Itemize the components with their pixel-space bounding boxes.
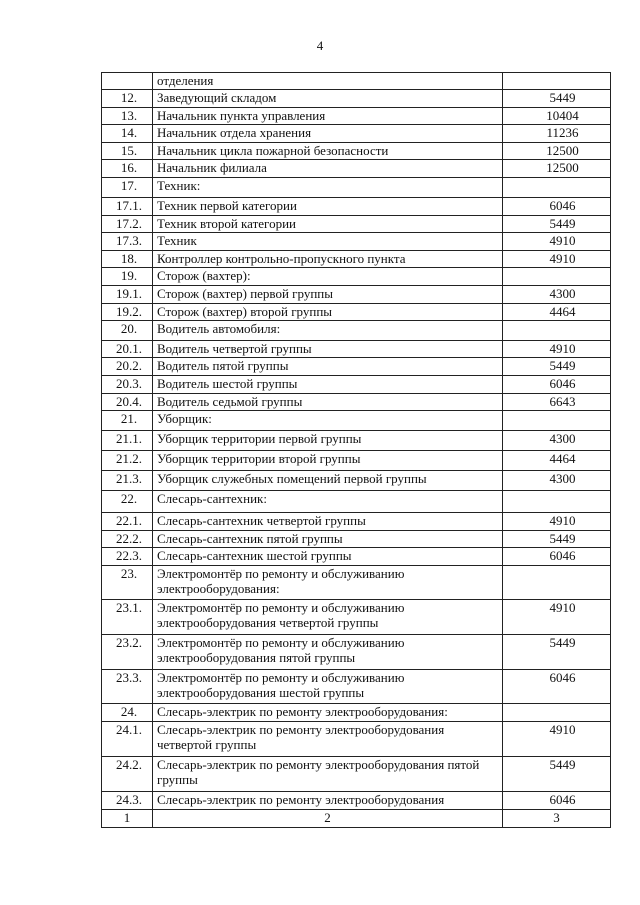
salary-value <box>503 304 611 321</box>
row-number: 18. <box>102 251 153 268</box>
salary-value <box>503 90 611 108</box>
table-row <box>102 566 611 600</box>
table-row <box>102 491 611 513</box>
salary-value-text: 4910 <box>549 233 576 248</box>
row-number: 24.2. <box>102 757 153 792</box>
salary-value-text: 6046 <box>549 548 576 563</box>
position-name: Электромонтёр по ремонту и обслуживанию электрооборудования четвертой группы <box>153 600 503 635</box>
row-number <box>102 73 153 90</box>
salary-value <box>503 411 611 431</box>
salary-value <box>503 358 611 376</box>
table-row <box>102 251 611 268</box>
salary-value-text: 6643 <box>549 394 576 409</box>
table-row <box>102 548 611 566</box>
position-name: Начальник пункта управления <box>153 108 503 125</box>
salary-value <box>503 73 611 90</box>
position-name: Водитель седьмой группы <box>153 394 503 411</box>
salary-value-text: 5449 <box>549 531 576 546</box>
row-number: 13. <box>102 108 153 125</box>
table-row <box>102 431 611 451</box>
table-row <box>102 792 611 810</box>
salary-value <box>503 233 611 251</box>
position-name: Техник <box>153 233 503 251</box>
position-name: Техник второй категории <box>153 216 503 233</box>
column-number-1: 1 <box>102 810 153 828</box>
salary-value-text: 6046 <box>549 198 576 213</box>
row-number: 23. <box>102 566 153 600</box>
salary-value-text: 5449 <box>549 358 576 373</box>
table-body <box>102 73 611 810</box>
salary-value-text: 10404 <box>546 108 579 123</box>
table-row <box>102 635 611 670</box>
table-row <box>102 125 611 143</box>
salary-value <box>503 635 611 670</box>
table-row <box>102 160 611 178</box>
position-name: Водитель шестой группы <box>153 376 503 394</box>
salary-value-text: 5449 <box>549 216 576 231</box>
position-name: Слесарь-электрик по ремонту электрооборудования пятой группы <box>153 757 503 792</box>
salary-value <box>503 670 611 704</box>
row-number: 15. <box>102 143 153 160</box>
position-name: Начальник цикла пожарной безопасности <box>153 143 503 160</box>
salary-value <box>503 268 611 286</box>
salary-value <box>503 491 611 513</box>
salary-value-text: 4910 <box>549 722 576 737</box>
salary-value <box>503 513 611 531</box>
page-number: 4 <box>316 38 324 53</box>
salary-value <box>503 566 611 600</box>
salary-value-text: 4910 <box>549 251 576 266</box>
row-number: 22.3. <box>102 548 153 566</box>
table-row <box>102 670 611 704</box>
row-number: 21.3. <box>102 471 153 491</box>
table-row <box>102 268 611 286</box>
position-name: Начальник отдела хранения <box>153 125 503 143</box>
salary-table <box>101 72 611 828</box>
table-row <box>102 704 611 722</box>
salary-value <box>503 451 611 471</box>
position-name: Электромонтёр по ремонту и обслуживанию электрооборудования шестой группы <box>153 670 503 704</box>
table-row <box>102 286 611 304</box>
position-name: Сторож (вахтер): <box>153 268 503 286</box>
salary-value <box>503 394 611 411</box>
salary-value <box>503 792 611 810</box>
row-number: 21.2. <box>102 451 153 471</box>
salary-value-text: 4910 <box>549 600 576 615</box>
position-name: Уборщик: <box>153 411 503 431</box>
salary-value <box>503 160 611 178</box>
position-name: Слесарь-сантехник четвертой группы <box>153 513 503 531</box>
salary-value <box>503 178 611 198</box>
row-number: 22. <box>102 491 153 513</box>
column-number-3: 3 <box>503 810 611 828</box>
salary-value-text: 12500 <box>546 160 579 175</box>
salary-value-text: 6046 <box>549 792 576 807</box>
row-number: 23.3. <box>102 670 153 704</box>
row-number: 24.1. <box>102 722 153 757</box>
salary-value <box>503 722 611 757</box>
position-name: отделения <box>153 73 503 90</box>
row-number: 20. <box>102 321 153 341</box>
table-row <box>102 341 611 358</box>
salary-value-text: 4300 <box>549 431 576 446</box>
position-name: Слесарь-сантехник пятой группы <box>153 531 503 548</box>
table-row <box>102 722 611 757</box>
position-name: Слесарь-электрик по ремонту электрооборудования: <box>153 704 503 722</box>
table-row <box>102 90 611 108</box>
salary-value-text: 6046 <box>549 376 576 391</box>
position-name: Уборщик территории первой группы <box>153 431 503 451</box>
row-number: 19.2. <box>102 304 153 321</box>
salary-value <box>503 143 611 160</box>
salary-value-text: 12500 <box>546 143 579 158</box>
position-name: Слесарь-электрик по ремонту электрооборудования четвертой группы <box>153 722 503 757</box>
position-name: Слесарь-сантехник: <box>153 491 503 513</box>
salary-value-text: 4300 <box>549 471 576 486</box>
position-name: Заведующий складом <box>153 90 503 108</box>
table-row <box>102 376 611 394</box>
row-number: 17.1. <box>102 198 153 216</box>
row-number: 17.3. <box>102 233 153 251</box>
position-name: Электромонтёр по ремонту и обслуживанию электрооборудования: <box>153 566 503 600</box>
table-row <box>102 471 611 491</box>
row-number: 20.4. <box>102 394 153 411</box>
position-name: Начальник филиала <box>153 160 503 178</box>
row-number: 20.3. <box>102 376 153 394</box>
row-number: 19.1. <box>102 286 153 304</box>
row-number: 21.1. <box>102 431 153 451</box>
table-row <box>102 358 611 376</box>
row-number: 21. <box>102 411 153 431</box>
salary-value-text: 4464 <box>549 304 576 319</box>
position-name: Слесарь-электрик по ремонту электрооборудования <box>153 792 503 810</box>
salary-value-text: 4910 <box>549 513 576 528</box>
row-number: 14. <box>102 125 153 143</box>
table-row <box>102 216 611 233</box>
position-name: Электромонтёр по ремонту и обслуживанию электрооборудования пятой группы <box>153 635 503 670</box>
salary-value <box>503 704 611 722</box>
position-name: Сторож (вахтер) второй группы <box>153 304 503 321</box>
salary-value <box>503 471 611 491</box>
table-row <box>102 304 611 321</box>
row-number: 22.2. <box>102 531 153 548</box>
row-number: 22.1. <box>102 513 153 531</box>
position-name: Уборщик территории второй группы <box>153 451 503 471</box>
salary-value-text: 5449 <box>549 90 576 105</box>
row-number: 24.3. <box>102 792 153 810</box>
row-number: 24. <box>102 704 153 722</box>
table-row <box>102 198 611 216</box>
salary-value <box>503 757 611 792</box>
row-number: 23.1. <box>102 600 153 635</box>
column-number-row <box>102 810 611 828</box>
salary-value <box>503 108 611 125</box>
salary-value-text: 4464 <box>549 451 576 466</box>
table-row <box>102 513 611 531</box>
position-name: Слесарь-сантехник шестой группы <box>153 548 503 566</box>
salary-value <box>503 286 611 304</box>
position-name: Сторож (вахтер) первой группы <box>153 286 503 304</box>
salary-value <box>503 548 611 566</box>
table-row <box>102 178 611 198</box>
salary-value-text: 4910 <box>549 341 576 356</box>
salary-value <box>503 198 611 216</box>
table-row <box>102 108 611 125</box>
position-name: Техник первой категории <box>153 198 503 216</box>
table-row <box>102 451 611 471</box>
row-number: 16. <box>102 160 153 178</box>
table-row <box>102 394 611 411</box>
salary-value <box>503 341 611 358</box>
row-number: 17.2. <box>102 216 153 233</box>
salary-value <box>503 431 611 451</box>
row-number: 19. <box>102 268 153 286</box>
salary-value-text: 4300 <box>549 286 576 301</box>
salary-value-text: 6046 <box>549 670 576 685</box>
table-row <box>102 143 611 160</box>
salary-value-text: 5449 <box>549 757 576 772</box>
salary-value <box>503 125 611 143</box>
table-row <box>102 757 611 792</box>
salary-value <box>503 216 611 233</box>
row-number: 20.2. <box>102 358 153 376</box>
position-name: Водитель пятой группы <box>153 358 503 376</box>
row-number: 23.2. <box>102 635 153 670</box>
position-name: Техник: <box>153 178 503 198</box>
row-number: 17. <box>102 178 153 198</box>
row-number: 20.1. <box>102 341 153 358</box>
table-row <box>102 411 611 431</box>
column-number-2: 2 <box>153 810 503 828</box>
table-row <box>102 233 611 251</box>
salary-value-text: 11236 <box>546 125 579 140</box>
salary-value <box>503 376 611 394</box>
position-name: Водитель четвертой группы <box>153 341 503 358</box>
salary-value <box>503 600 611 635</box>
salary-value <box>503 321 611 341</box>
row-number: 12. <box>102 90 153 108</box>
table-row <box>102 321 611 341</box>
salary-value <box>503 531 611 548</box>
table-row <box>102 531 611 548</box>
table-row <box>102 73 611 90</box>
position-name: Контроллер контрольно-пропускного пункта <box>153 251 503 268</box>
table-row <box>102 600 611 635</box>
position-name: Уборщик служебных помещений первой группы <box>153 471 503 491</box>
position-name: Водитель автомобиля: <box>153 321 503 341</box>
salary-value-text: 5449 <box>549 635 576 650</box>
salary-value <box>503 251 611 268</box>
